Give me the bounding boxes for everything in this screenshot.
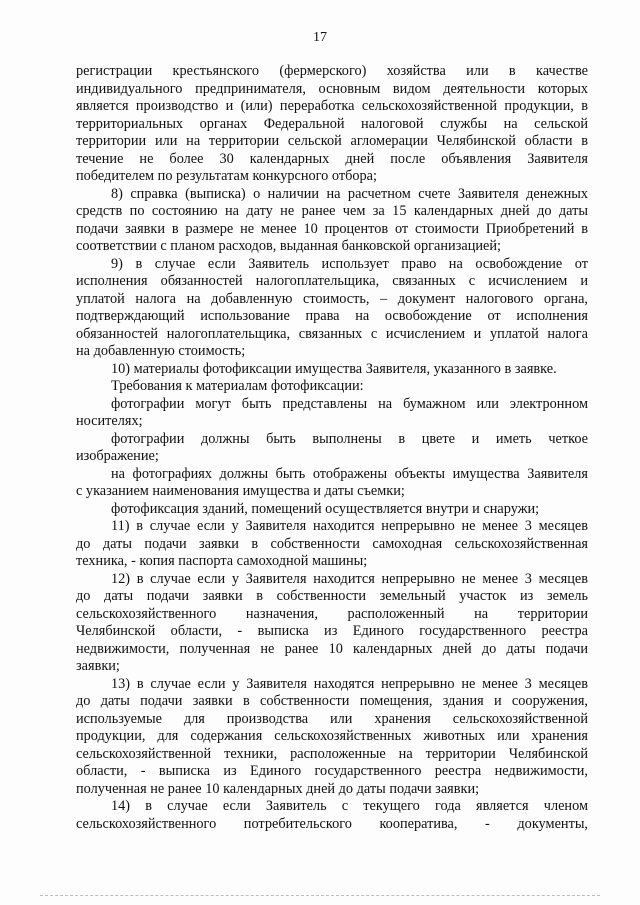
text-line: 14) в случае если Заявитель с текущего года является членом: [111, 798, 588, 814]
text-line: течение не более 30 календарных дней после объявления Заявителя: [76, 150, 588, 167]
text-line: 13) в случае если у Заявителя находятся непрерывно не менее 3 месяцев: [111, 675, 588, 692]
text-line: 12) в случае если у Заявителя находится непрерывно не менее 3 месяцев: [111, 570, 588, 587]
text-line: до даты подачи заявки в собственности помещения, здания и сооружения,: [76, 693, 588, 709]
text-line: используемые для производства или хранения сельскохозяйственной: [76, 710, 588, 727]
text-line: изображение;: [76, 448, 159, 464]
text-line: индивидуального предпринимателя, основным видом деятельности которых: [76, 80, 588, 97]
text-line: до даты подачи заявки в собственности земельный участок из земель: [76, 588, 588, 604]
text-line: с указанием наименования имущества и даты съемки;: [76, 483, 405, 499]
text-line: на добавленную стоимость;: [76, 343, 246, 359]
text-line: исполнения обязанностей налогоплательщика, связанных с исчислением и: [76, 273, 588, 289]
text-line: подтверждающий использование права на освобождение от исполнения: [76, 308, 588, 324]
text-line: 9) в случае если Заявитель использует право на освобождение от: [111, 255, 588, 272]
text-line: 8) справка (выписка) о наличии на расчетном счете Заявителя денежных: [111, 185, 588, 202]
text-line: носителях;: [76, 413, 143, 429]
text-line: территориальных органах Федеральной налоговой службы на сельской: [76, 115, 588, 132]
text-line: сельскохозяйственного назначения, расположенный на территории: [76, 605, 588, 622]
text-line: уплатой налога на добавленную стоимость, – документ налогового органа,: [76, 290, 588, 307]
text-line: 10) материалы фотофиксации имущества Заявителя, указанного в заявке.: [111, 360, 557, 377]
text-line: фотофиксация зданий, помещений осуществляется внутри и снаружи;: [111, 500, 540, 517]
text-line: сельскохозяйственного потребительского кооператива, - документы,: [76, 815, 588, 832]
text-line: фотографии должны быть выполнены в цвете и иметь четкое: [111, 430, 588, 447]
page-number: 17: [313, 30, 327, 45]
text-line: подачи заявки в размере не менее 10 процентов от стоимости Приобретений в: [76, 220, 588, 237]
text-line: на фотографиях должны быть отображены объекты имущества Заявителя: [111, 465, 588, 482]
text-line: заявки;: [76, 658, 120, 674]
text-line: средств по состоянию на дату не ранее чем за 15 календарных дней до даты: [76, 203, 588, 219]
document-body: [76, 63, 588, 833]
text-line: Челябинской области, - выписка из Единого государственного реестра: [76, 623, 588, 639]
text-line: фотографии могут быть представлены на бумажном или электронном: [111, 395, 588, 412]
text-line: недвижимости, полученная не ранее 10 календарных дней до даты подачи: [76, 640, 588, 657]
text-line: техника, - копия паспорта самоходной машины;: [76, 553, 368, 569]
text-line: территории или на территории сельской агломерации Челябинской области в: [76, 133, 588, 149]
text-line: обязанностей налогоплательщика, связанных с исчислением и уплатой налога: [76, 325, 588, 342]
text-line: победителем по результатам конкурсного отбора;: [76, 168, 378, 184]
text-line: до даты подачи заявки в собственности самоходная сельскохозяйственная: [76, 535, 588, 552]
text-line: регистрации крестьянского (фермерского) хозяйства или в качестве: [76, 63, 588, 79]
text-line: сельскохозяйственной техники, расположенные на территории Челябинской: [76, 745, 588, 762]
scan-edge-divider: [40, 895, 600, 896]
text-line: продукции, для содержания сельскохозяйственных животных или хранения: [76, 728, 588, 744]
text-line: 11) в случае если у Заявителя находится непрерывно не менее 3 месяцев: [111, 518, 588, 534]
text-line: полученная не ранее 10 календарных дней до даты подачи заявки;: [76, 780, 480, 797]
text-line: соответствии с планом расходов, выданная банковской организацией;: [76, 238, 501, 254]
text-line: области, - выписка из Единого государственного реестра недвижимости,: [76, 763, 588, 779]
text-line: является производство и (или) переработка сельскохозяйственной продукции, в: [76, 98, 588, 114]
text-line: Требования к материалам фотофиксации:: [111, 378, 364, 394]
